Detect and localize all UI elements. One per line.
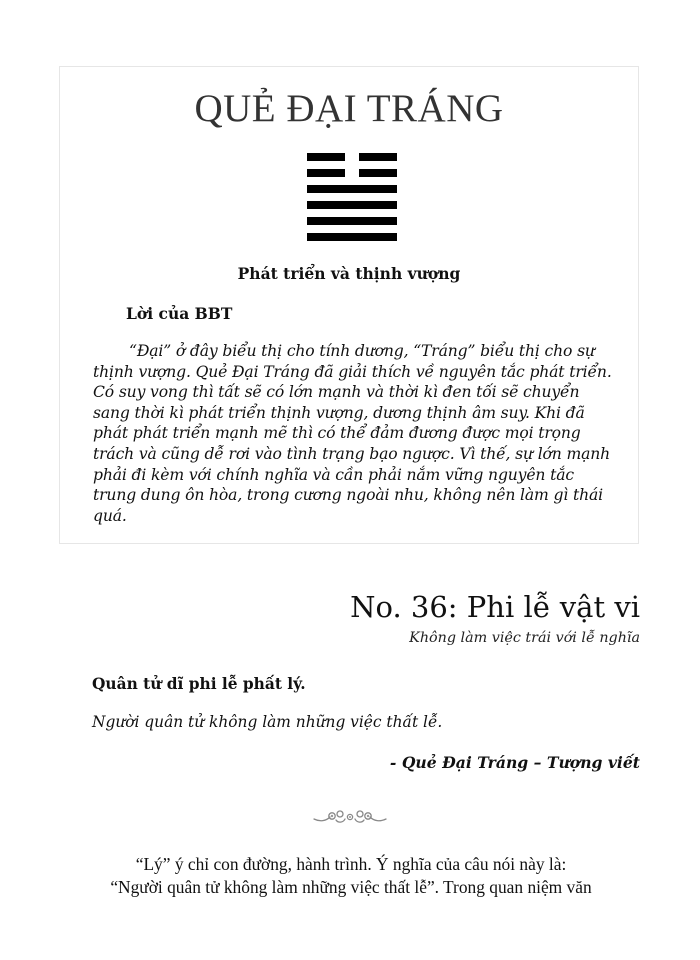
chapter-title: No. 36: Phi lễ vật vi (350, 590, 640, 624)
ornament-divider-icon (310, 806, 390, 828)
hexagram-line-solid (307, 233, 397, 241)
hexagram-title: QUẺ ĐẠI TRÁNG (194, 87, 504, 130)
body-paragraph (52, 853, 650, 899)
editor-note-text: “Đại” ở đây biểu thị cho tính dương, “Tráng” biểu thị cho sự thịnh vượng. Quẻ Đại Tráng đã giải thích về nguyên tắc phát triển. Có suy vong thì tất sẽ có lớn mạnh và thời kì đen tối sẽ chuyển sang thời kì phát triển thịnh vượng, dương thịnh âm suy. Khi đã phát phát triển mạnh mẽ thì có thể đảm đương được mọi trọng trách và cũng dễ rơi vào tình trạng bạo ngược. Vì thế, sự lớn mạnh phải đi kèm với chính nghĩa và cần phải nắm vững nguyên tắc trung dung ôn hòa, trong cương ngoài nhu, không nên làm gì thái quá. (93, 342, 612, 525)
quote-translation: Người quân tử không làm những việc thất lễ. (92, 713, 443, 731)
hexagram-line-solid (307, 217, 397, 225)
chapter-subtitle: Không làm việc trái với lễ nghĩa (409, 630, 640, 646)
body-line: “Lý” ý chỉ con đường, hành trình. Ý nghĩa của câu nói này là: (135, 854, 567, 874)
body-line: “Người quân tử không làm những việc thất lễ”. Trong quan niệm văn (110, 877, 592, 897)
hexagram-subtitle: Phát triển và thịnh vượng (237, 264, 461, 283)
quote-original: Quân tử dĩ phi lễ phất lý. (92, 675, 306, 693)
hexagram-dai-trang-icon (307, 153, 397, 243)
hexagram-line-broken (307, 153, 397, 161)
hexagram-line-solid (307, 201, 397, 209)
editor-note-heading: Lời của BBT (126, 304, 233, 323)
hexagram-line-broken (307, 169, 397, 177)
hexagram-line-solid (307, 185, 397, 193)
editor-note-box (59, 66, 639, 544)
quote-source: - Quẻ Đại Tráng – Tượng viết (389, 753, 640, 772)
